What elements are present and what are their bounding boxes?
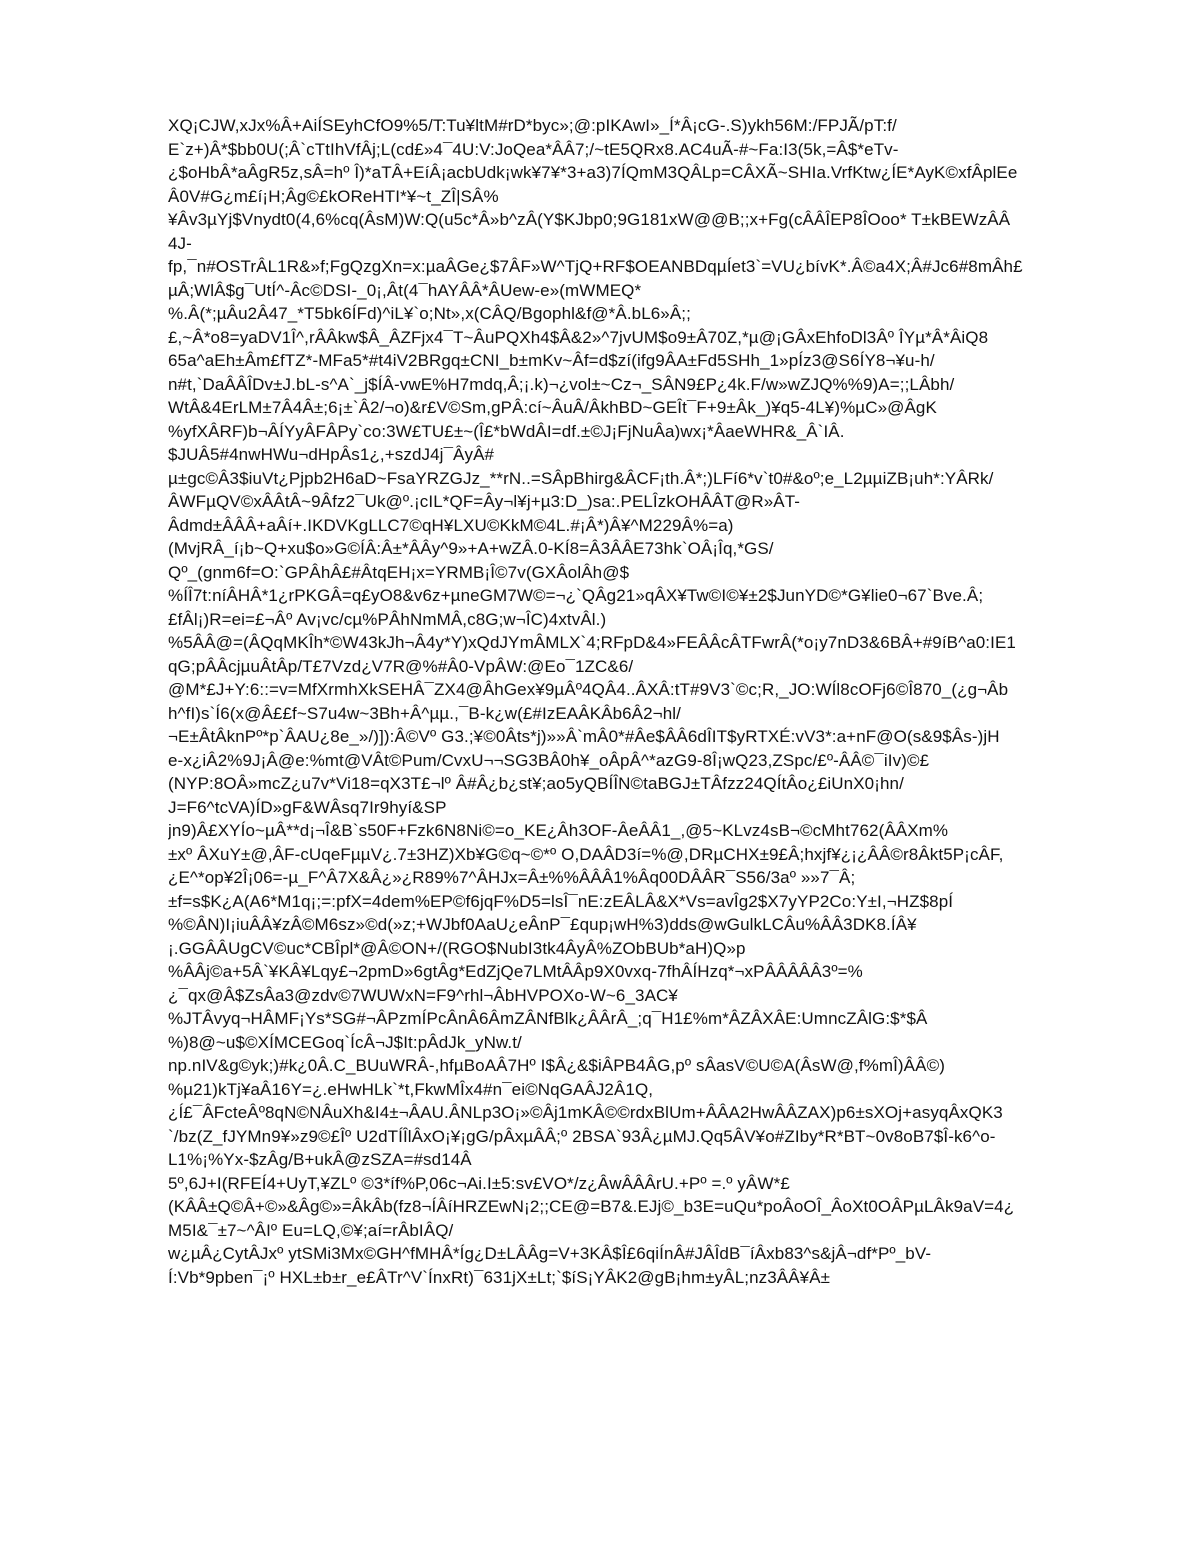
text-line: ¥Âv3µYj$Vnydt0(4,6%cq(ÂsM)W:Q(u5c*Â»b^zÂ(Y$KJbp0;9G181xW@@B;;x+Fg(cÂÂÎEP8ÎOoo* T±kBEWzÂÂ — [168, 210, 1011, 229]
text-line: e-x¿iÂ2%9J¡Â@e:%mt@VÂt©Pum/CvxU¬¬SG3BÂ0h¥_oÂpÂ^*azG9-8Î¡wQ23,ZSpc/£º-ÂÂ©¯iIv)©£ — [168, 750, 930, 770]
text-line: fp,¯n#OSTrÂL1R&»f;FgQzgXn=x:µaÂGe¿$7ÂF»W^TjQ+RF$OEANBDqµÍet3`=VU¿bívK*.Â©a4X;Â#Jc6#8mÂh£ — [168, 257, 1023, 276]
text-line: ±xº ÂXuY±@,ÂF-cUqeFµµV¿.7±3HZ)Xb¥G©q~©*º O,DAÂD3í=%@,DRµCHX±9£Â;hxjf¥¿¡¿ÂÂ©r8Âkt5P¡cÂF, — [168, 844, 1004, 864]
text-line: $JUÂ5#4nwHWu¬dHpÂs1¿,+szdJ4j¯ÂyÂ# — [168, 445, 495, 464]
text-line: %ÍÎ7t:níÂHÂ*1¿rPKGÂ=q£yO8&v6z+µneGM7W©=¬¿`QÂg21»qÂX¥Tw©I©¥±2$JunYD©*G¥lie0¬67`Bve.Â; — [168, 586, 984, 605]
text-line: ¿E^*op¥2Î¡06=-µ_F^Â7X&Â¿»¿R89%7^ÂHJx=Â±%%ÂÂÂ1%Âq00DÂÂR¯S56/3aº »»7¯Â; — [168, 868, 856, 887]
text-line: XQ¡CJW,xJx%Â+AiÍSEyhCfO9%5/T:Tu¥ltM#rD*byc»;@:pIKAwI»_Í*Â¡cG-.S)ykh56M:/FPJÃ/pT:f/ — [168, 116, 897, 135]
text-line: (KÂÂ±Q©Â+©»&Âg©»=ÂkÂb(fz8¬ÍÂíHRZEwN¡2;;CE@=B7&.EJj©_b3E=uQu*poÂoOÎ_ÂoXt0OÂPµLÂk9aV=4¿ — [168, 1197, 1015, 1216]
text-line: qG;pÂÂcjµuÂtÂp/T£7Vzd¿V7R@%#Â0-VpÂW:@Eo¯1ZC&6/ — [168, 656, 634, 676]
text-line: µ±gc©Â3$iuVt¿Pjpb2H6aD~FsaYRZGJz_**rN..=SÂpBhirg&ÂCF¡th.Â*;)LFí6*v`t0#&oº;e_L2µµiZB¡uh*:YÂRk/ — [168, 468, 994, 488]
text-line: 65a^aEh±Âm£fTZ*-MFa5*#t4iV2BRgq±CNI_b±mKv~Âf=d$zí(ifg9ÂA±Fd5SHh_1»pÍz3@S6ÍY8¬¥u-h/ — [168, 351, 935, 370]
text-line: 4J- — [168, 233, 192, 253]
text-line: jn9)Â£XYÍo~µÂ**d¡¬Î&B`s50F+Fzk6N8Ni©=o_KE¿Âh3OF-ÂeÂÂ1_,@5~KLvz4sB¬©cMht762(ÂÂXm% — [168, 821, 949, 840]
text-line: Âdmd±ÂÂÂ+aÂí+.IKDVKgLLC7©qH¥LXU©KkM©4L.#¡Â*)Â¥^M229Â%=a) — [168, 515, 734, 535]
text-line: (NYP:8OÂ»mcZ¿u7v*Vi18=qX3T£¬lº Â#Â¿b¿st¥;ao5yQBÍÎN©taBGJ±TÂfzz24QÍtÂo¿£iUnX0¡hn/ — [168, 774, 904, 793]
text-line: E`z+)Â*$bb0U(;Â`cTtIhVfÂj;L(cd£»4¯4U:V:JoQea*ÂÂ7;/~tE5QRx8.AC4uÃ-#~Fa:I3(5k,=Â$*eTv- — [168, 139, 899, 159]
text-line: Í:Vb*9pben¯¡º HXL±b±r_e£ÂTr^V`ÍnxRt)¯631jX±Lt;`$íS¡YÂK2@gB¡hm±yÂL;nz3ÂÂ¥Â± — [168, 1267, 831, 1287]
text-line: Qº_(gnm6f=O:`GPÂhÂ£#ÂtqEH¡x=YRMB¡Î©7v(GXÂolÂh@$ — [168, 562, 630, 582]
text-line: ¬E±ÂtÂknPº*p`ÂAU¿8e_»/)]):Â©Vº G3.;¥©0Âts*j)»»Â`mÂ0*#Âe$ÂÂ6dÎIT$yRTXÉ:vV3*:a+nF@O(s&9$Âs-)jH — [168, 727, 1000, 746]
text-line: (MvjRÂ_í¡b~Q+xu$o»G©ÍÂ:Â±*ÂÂy^9»+A+wZÂ.0-KÍ8=Â3ÂÂE73hk`OÂ¡Îq,*GS/ — [168, 539, 774, 558]
text-line: %)8@~u$©XÍMCEGoq`ÍcÂ¬J$It:pÂdJk_yNw.t/ — [168, 1032, 522, 1052]
text-line: `/bz(Z_fJYMn9¥»z9©£Îº U2dTÍÎlÂxO¡¥¡gG/pÂxµÂÂ;º 2BSA`93Â¿µMJ.Qq5ÂV¥o#ZIby*R*BT~0v8oB7$Î-k6^o- — [168, 1126, 996, 1146]
text-line: µÂ;WlÂ$g¯UtÍ^-Âc©DSI-_0¡,Ât(4¯hAYÂÂ*ÂUew-e»(mWMEQ* — [168, 280, 642, 300]
text-line: @M*£J+Y:6::=v=MfXrmhXkSEHÂ¯ZX4@ÂhGex¥9µÂº4QÂ4..ÂXÂ:tT#9V3`©c;R,_JO:WÍl8cOFj6©Î870_(¿g¬Âb — [168, 680, 1009, 699]
text-line: %JTÂvyq¬HÂMF¡Ys*SG#¬ÂPzmÍPcÂnÂ6ÂmZÂNfBlk¿ÂÂrÂ_;q¯H1£%m*ÂZÂXÂE:UmncZÂlG:$*$Â — [168, 1009, 928, 1028]
document-body-text — [168, 114, 1128, 1289]
text-line: £fÂl¡)R=ei=£¬Âº Av¡vc/cµ%PÂhNmMÂ,c8G;w¬ÎC)4xtvÂl.) — [168, 609, 607, 629]
text-line: ±f=s$K¿A(A6*M1q¡;=:pfX=4dem%EP©f6jqF%D5=lsÎ¯nE:zEÂLÂ&X*Vs=avÎg2$X7yYP2Co:Y±I,¬HZ$8pÍ — [168, 891, 954, 911]
text-line: ¿$oHbÂ*aÂgR5z,sÂ=hº Î)*aTÂ+EíÂ¡acbUdk¡wk¥7¥*3+a3)7ÍQmM3QÂLp=CÂXÃ~SHIa.VrfKtw¿ÍE*AyK©xfÂplEe — [168, 163, 1018, 182]
text-line: L1%¡%Yx-$zÂg/B+ukÂ@zSZA=#sd14Â — [168, 1150, 472, 1169]
text-line: %ÂÂj©a+5Â`¥KÂ¥Lqy£¬2pmD»6gtÂg*EdZjQe7LMtÂÂp9X0vxq-7fhÂÍHzq*¬xPÂÂÂÂÂ3º=% — [168, 962, 863, 981]
text-line: h^fI)s`Í6(x@Â££f~S7u4w~3Bh+Â^µµ.,¯B-k¿w(£#IzEAÂKÂb6Â2¬hl/ — [168, 703, 681, 723]
text-line: %5ÂÂ@=(ÂQqMKÎh*©W43kJh¬Â4y*Y)xQdJYmÂMLX`4;RFpD&4»FEÂÂcÂTFwrÂ(*o¡y7nD3&6BÂ+#9íB^a0:IE1 — [168, 633, 1016, 652]
text-line: J=F6^tcVA)ÍD»gF&WÂsq7Ir9hyí&SP — [168, 797, 447, 817]
text-line: 5º,6J+I(RFEÍ4+UyT,¥ZLº ©3*íf%P,06c¬Ai.I±5:sv£VO*/z¿ÂwÂÂÂrU.+Pº =.º yÂW*£ — [168, 1173, 790, 1193]
text-line: ÂWFµQV©xÂÂtÂ~9Âfz2¯Uk@º.¡cIL*QF=Ây¬l¥j+µ3:D_)sa:.PELÎzkOHÂÂT@R»ÂT- — [168, 492, 801, 511]
text-line: %.Â(*;µÂu2Â47_*T5bk6ÍFd)^iL¥`o;Nt»,x(CÂQ/Bgophl&f@*Â.bL6»Â;; — [168, 304, 691, 323]
text-line: %©ÂN)I¡iuÂÂ¥zÂ©M6sz»©d(»z;+WJbf0AaU¿eÂnP¯£qup¡wH%3)dds@wGulkLCÂu%ÂÂ3DK8.ÍÂ¥ — [168, 915, 917, 934]
text-line: n#t,`DaÂÂÎDv±J.bL-s^A`_j$ÍÂ-vwE%H7mdq,Â;¡.k)¬¿vol±~Cz¬_SÂN9£P¿4k.F/w»wZJQ%%9)A=;;LÂbh/ — [168, 374, 955, 394]
text-line: np.nIV&g©yk;)#k¿0Â.C_BUuWRÂ-,hfµBoAÂ7Hº I$Â¿&$iÂPB4ÂG,pº sÂasV©U©A(ÂsW@,f%mÎ)ÂÂ©) — [168, 1056, 945, 1075]
text-line: w¿µÂ¿CytÂJxº ytSMi3Mx©GH^fMHÂ*Íg¿D±LÂÂg=V+3KÂ$Î£6qiÍnÂ#JÂÎdB¯íÂxb83^s&jÂ¬df*Pº_bV- — [168, 1244, 932, 1263]
text-line: Â0V#G¿m£í¡H;Âg©£kOReHTI*¥~t_ZÎ|SÂ% — [168, 186, 499, 206]
text-line: ¿Í£¯ÂFcteÂº8qN©NÂuXh&I4±¬ÂAU.ÂNLp3O¡»©Âj1mKÂ©©rdxBlUm+ÂÂA2HwÂÂZAX)p6±sXOj+asyqÂxQK3 — [168, 1103, 1003, 1122]
text-line: ¡.GGÂÂUgCV©uc*CBÎpl*@Â©ON+/(RGO$NubI3tk4ÂyÂ%ZObBUb*aH)Q»p — [168, 938, 746, 958]
text-line: £,~Â*o8=yaDV1Î^,rÂÂkw$Â_ÂZFjx4¯T~ÂuPQXh4$Â&2»^7jvUM$o9±Â70Z,*µ@¡GÂxEhfoDl3Âº ÎYµ*Â*ÂiQ8 — [168, 327, 989, 347]
text-line: %µ21)kTj¥aÂ16Y=¿.eHwHLk`*t,FkwMÎx4#n¯ei©NqGAÂJ2Â1Q, — [168, 1079, 654, 1099]
text-line: ¿¯qx@Â$ZsÂa3@zdv©7WUWxN=F9^rhl¬ÂbHVPOXo-W~6_3AC¥ — [168, 985, 678, 1005]
text-line: %yfXÂRF)b¬ÂÍYyÂFÂPy`co:3W£TU£±~(Î£*bWdÂI=df.±©J¡FjNuÂa)wx¡*ÂaeWHR&_Â`IÂ. — [168, 421, 845, 441]
text-line: M5I&¯±7~^ÂIº Eu=LQ,©¥;aí=rÂbIÂQ/ — [168, 1220, 454, 1240]
text-line: WtÂ&4ErLM±7Â4Â±;6¡±`Â2/¬o)&r£V©Sm,gPÂ:cí~ÂuÂ/ÂkhBD~GEÎt¯F+9±Âk_)¥q5-4L¥)%µC»@ÂgK — [168, 398, 937, 417]
